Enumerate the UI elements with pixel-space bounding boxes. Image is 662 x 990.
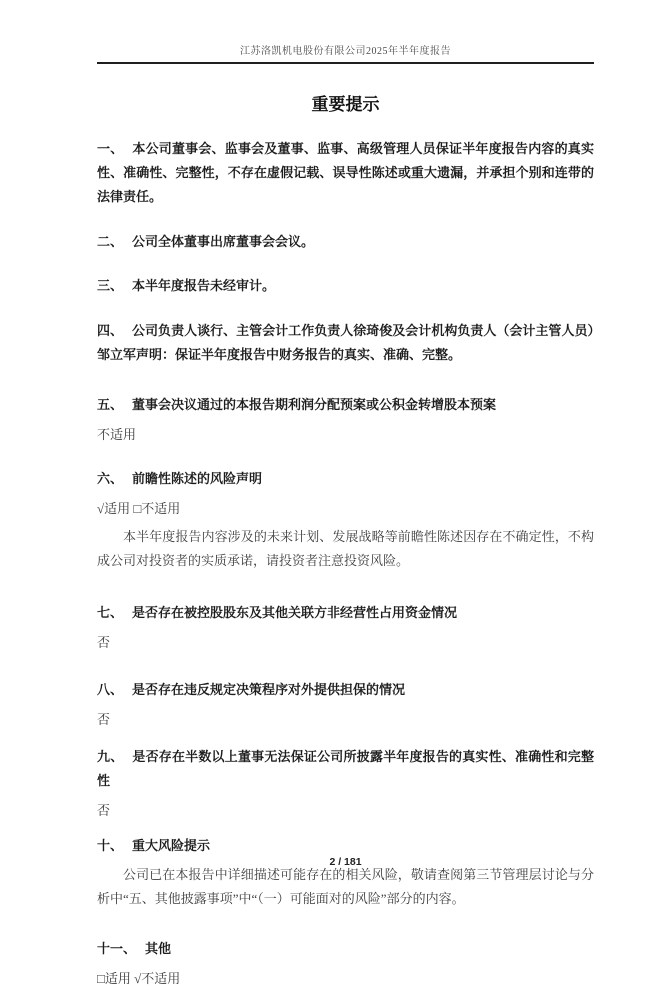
section-2: [97, 230, 594, 254]
section-heading-text: 是否存在半数以上董事无法保证公司所披露半年度报告的真实性、准确性和完整性: [97, 749, 594, 788]
section-heading-text: 重大风险提示: [132, 838, 211, 853]
section-number: 五、: [97, 397, 124, 412]
section-number: 八、: [97, 682, 124, 697]
page-number: 2 / 181: [329, 856, 362, 868]
section-11: [97, 937, 594, 990]
section-heading: [97, 137, 594, 209]
applicability-line: √适用 □不适用: [97, 501, 181, 516]
section-heading: [97, 230, 594, 254]
section-heading: [97, 745, 594, 793]
section-9: [97, 745, 594, 822]
section-number: 三、: [97, 278, 124, 293]
section-10: [97, 834, 594, 911]
section-heading-text: 是否存在被控股股东及其他关联方非经营性占用资金情况: [132, 605, 458, 620]
section-number: 四、: [97, 323, 124, 338]
section-heading: [97, 601, 594, 625]
section-number: 十、: [97, 838, 124, 853]
section-heading-text: 是否存在违反规定决策程序对外提供担保的情况: [132, 682, 406, 697]
section-7: [97, 601, 594, 654]
section-1: [97, 137, 594, 209]
section-body: 不适用: [97, 427, 137, 442]
section-heading-text: 公司全体董事出席董事会会议。: [132, 234, 315, 249]
section-5: [97, 393, 594, 446]
section-heading: [97, 393, 594, 417]
section-paragraph: 公司已在本报告中详细描述可能存在的相关风险，敬请查阅第三节管理层讨论与分析中“五、其他披露事项”中“（一）可能面对的风险”部分的内容。: [97, 867, 594, 906]
section-number: 一、: [97, 141, 124, 156]
page-title: 重要提示: [311, 95, 380, 114]
section-heading-text: 本公司董事会、监事会及董事、监事、高级管理人员保证半年度报告内容的真实性、准确性、完整性，不存在虚假记载、误导性陈述或重大遗漏，并承担个别和连带的法律责任。: [97, 141, 594, 204]
section-number: 九、: [97, 749, 124, 764]
section-body: 否: [97, 635, 111, 650]
section-heading: [97, 319, 594, 367]
section-4: [97, 319, 594, 367]
section-heading-text: 其他: [145, 941, 172, 956]
section-8: [97, 678, 594, 731]
section-heading: [97, 678, 594, 702]
section-heading-text: 前瞻性陈述的风险声明: [132, 471, 263, 486]
section-heading-text: 董事会决议通过的本报告期利润分配预案或公积金转增股本预案: [132, 397, 497, 412]
section-paragraph: 本半年度报告内容涉及的未来计划、发展战略等前瞻性陈述因存在不确定性，不构成公司对投资者的实质承诺，请投资者注意投资风险。: [97, 529, 594, 568]
section-heading: [97, 937, 594, 961]
section-body: 否: [97, 712, 111, 727]
report-header: 江苏洛凯机电股份有限公司2025年半年度报告: [240, 46, 451, 57]
applicability-line: □适用 √不适用: [97, 971, 181, 986]
section-number: 七、: [97, 605, 124, 620]
section-heading-text: 公司负责人谈行、主管会计工作负责人徐琦俊及会计机构负责人（会计主管人员）邹立军声明：保证半年度报告中财务报告的真实、准确、完整。: [97, 323, 594, 362]
section-body: 否: [97, 803, 111, 818]
section-number: 十一、: [97, 941, 137, 956]
section-heading: [97, 834, 594, 858]
section-heading: [97, 467, 594, 491]
section-6: [97, 467, 594, 573]
section-heading: [97, 274, 594, 298]
header-divider: [97, 62, 594, 64]
section-3: [97, 274, 594, 298]
section-number: 六、: [97, 471, 124, 486]
section-heading-text: 本半年度报告未经审计。: [132, 278, 276, 293]
section-number: 二、: [97, 234, 124, 249]
